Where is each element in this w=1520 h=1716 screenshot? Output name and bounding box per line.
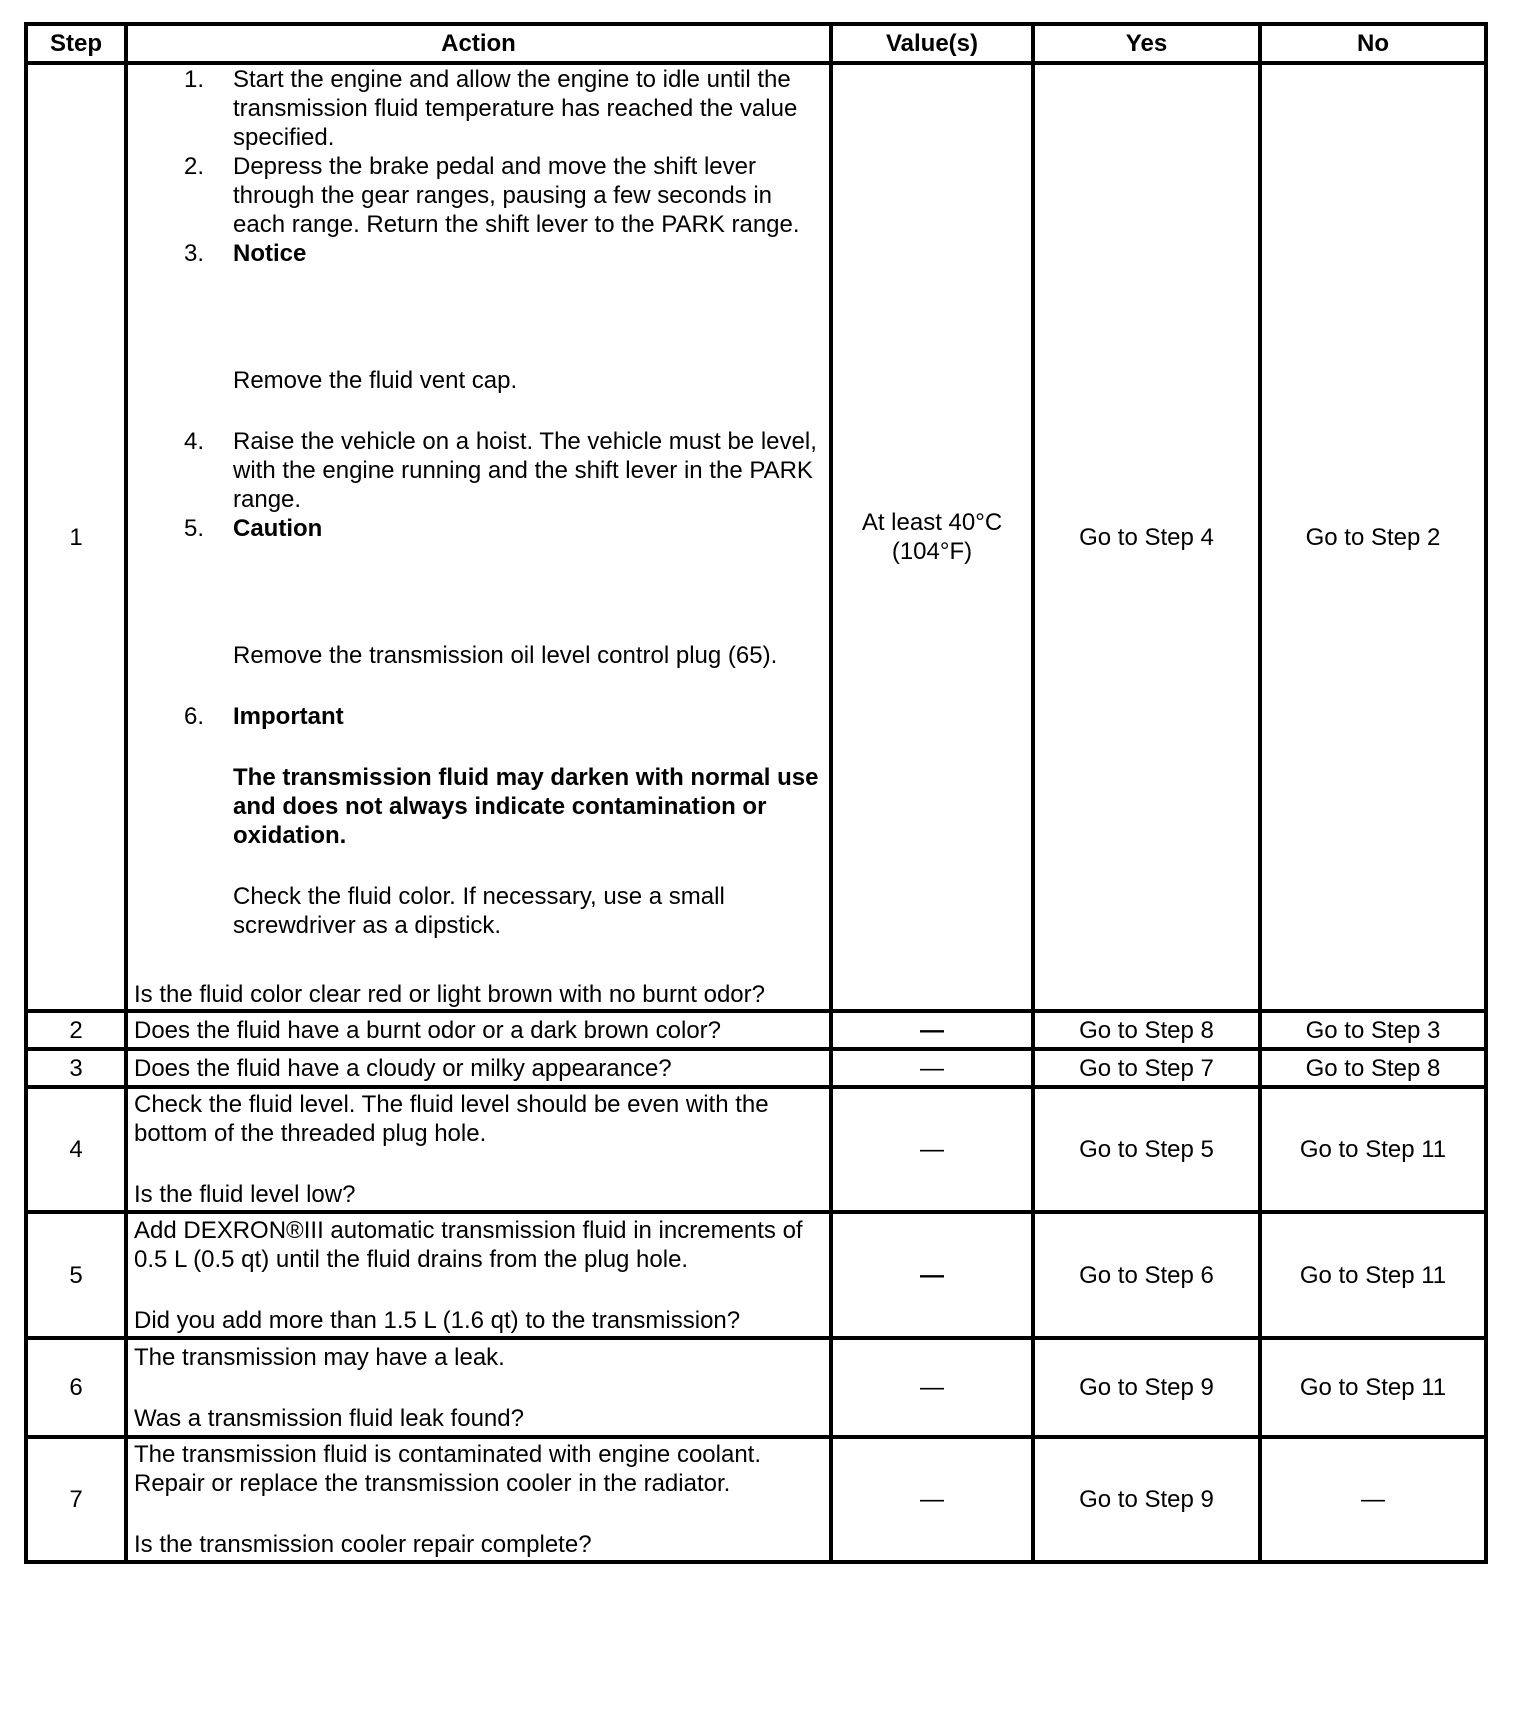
step-number: 2: [26, 1011, 126, 1049]
list-text: Depress the brake pedal and move the shift lever through the gear ranges, pausing a few seconds in each range. Return the shift lever to the PARK range.: [233, 153, 800, 238]
list-item: [134, 514, 823, 702]
step-number: 7: [26, 1437, 126, 1562]
header-step: Step: [26, 24, 126, 63]
question-text: Was a transmission fluid leak found?: [134, 1404, 524, 1432]
table-row-step-5: [26, 1212, 1486, 1338]
step-number: 6: [26, 1338, 126, 1437]
list-text: Remove the fluid vent cap.: [233, 367, 518, 394]
value-cell: —: [831, 1087, 1033, 1212]
question-text: Is the fluid level low?: [134, 1181, 356, 1208]
header-values: Value(s): [831, 24, 1033, 63]
value-cell: —: [831, 1049, 1033, 1087]
header-yes: Yes: [1033, 24, 1260, 63]
list-item: [134, 152, 823, 239]
value-cell: —: [831, 1437, 1033, 1562]
important-label: Important: [233, 703, 344, 730]
notice-label: Notice: [233, 240, 307, 267]
value-cell: [831, 63, 1033, 1011]
step-number: 5: [26, 1212, 126, 1338]
no-cell: Go to Step 11: [1260, 1338, 1486, 1437]
procedure-list: [134, 65, 823, 940]
instruction-text: The transmission fluid is contaminated with engine coolant. Repair or replace the transmission cooler in the radiator.: [134, 1441, 761, 1497]
no-cell: Go to Step 8: [1260, 1049, 1486, 1087]
action-cell: [126, 1212, 831, 1338]
no-cell: Go to Step 2: [1260, 63, 1486, 1011]
list-text: Remove the transmission oil level control plug (65).: [233, 642, 778, 669]
no-cell: Go to Step 11: [1260, 1087, 1486, 1212]
list-number: 3.: [184, 240, 205, 267]
question-text: Did you add more than 1.5 L (1.6 qt) to the transmission?: [134, 1306, 741, 1334]
header-no: No: [1260, 24, 1486, 63]
action-cell: [126, 1087, 831, 1212]
diagnostic-table: [24, 22, 1488, 1564]
no-cell: Go to Step 11: [1260, 1212, 1486, 1338]
table-row-step-1: [26, 63, 1486, 1011]
instruction-text: Add DEXRON®III automatic transmission fluid in increments of 0.5 L (0.5 qt) until the fluid drains from the plug hole.: [134, 1216, 803, 1273]
important-text: The transmission fluid may darken with normal use and does not always indicate contamination or oxidation.: [233, 764, 819, 849]
list-item: [134, 427, 823, 514]
instruction-text: Check the fluid level. The fluid level should be even with the bottom of the threaded plug hole.: [134, 1091, 769, 1147]
caution-label: Caution: [233, 515, 323, 542]
action-cell: [126, 1011, 831, 1049]
instruction-text: The transmission may have a leak.: [134, 1343, 505, 1371]
yes-cell: Go to Step 7: [1033, 1049, 1260, 1087]
step-number: 4: [26, 1087, 126, 1212]
question-text: Does the fluid have a cloudy or milky appearance?: [134, 1054, 672, 1082]
yes-cell: Go to Step 6: [1033, 1212, 1260, 1338]
list-item: [134, 702, 823, 940]
no-cell: —: [1260, 1437, 1486, 1562]
list-item: [134, 65, 823, 152]
table-row-step-7: [26, 1437, 1486, 1562]
value-cell: —: [831, 1011, 1033, 1049]
question-text: Is the fluid color clear red or light brown with no burnt odor?: [134, 981, 765, 1008]
value-cell: —: [831, 1212, 1033, 1338]
yes-cell: Go to Step 5: [1033, 1087, 1260, 1212]
yes-cell: Go to Step 9: [1033, 1437, 1260, 1562]
header-row: [26, 24, 1486, 63]
list-number: 4.: [184, 428, 205, 455]
action-cell: [126, 1338, 831, 1437]
list-number: 1.: [184, 66, 205, 93]
action-cell: [126, 63, 831, 1011]
question-text: Does the fluid have a burnt odor or a dark brown color?: [134, 1016, 722, 1044]
list-number: 2.: [184, 153, 205, 180]
table-row-step-4: [26, 1087, 1486, 1212]
yes-cell: Go to Step 4: [1033, 63, 1260, 1011]
question-text: Is the transmission cooler repair complete?: [134, 1531, 592, 1558]
list-number: 6.: [184, 703, 205, 730]
list-number: 5.: [184, 515, 205, 542]
action-cell: [126, 1049, 831, 1087]
step-number: 3: [26, 1049, 126, 1087]
table-row-step-2: [26, 1011, 1486, 1049]
no-cell: Go to Step 3: [1260, 1011, 1486, 1049]
table-row-step-3: [26, 1049, 1486, 1087]
value-cell: —: [831, 1338, 1033, 1437]
value-text: At least 40°C (104°F): [861, 509, 1003, 565]
yes-cell: Go to Step 8: [1033, 1011, 1260, 1049]
yes-cell: Go to Step 9: [1033, 1338, 1260, 1437]
list-item: [134, 239, 823, 427]
header-action: Action: [126, 24, 831, 63]
list-text: Raise the vehicle on a hoist. The vehicle must be level, with the engine running and the shift lever in the PARK range.: [233, 428, 817, 513]
step-number: 1: [26, 63, 126, 1011]
list-text: Check the fluid color. If necessary, use a small screwdriver as a dipstick.: [233, 883, 725, 939]
list-text: Start the engine and allow the engine to idle until the transmission fluid temperature has reached the value specified.: [233, 66, 798, 151]
table-row-step-6: [26, 1338, 1486, 1437]
action-cell: [126, 1437, 831, 1562]
